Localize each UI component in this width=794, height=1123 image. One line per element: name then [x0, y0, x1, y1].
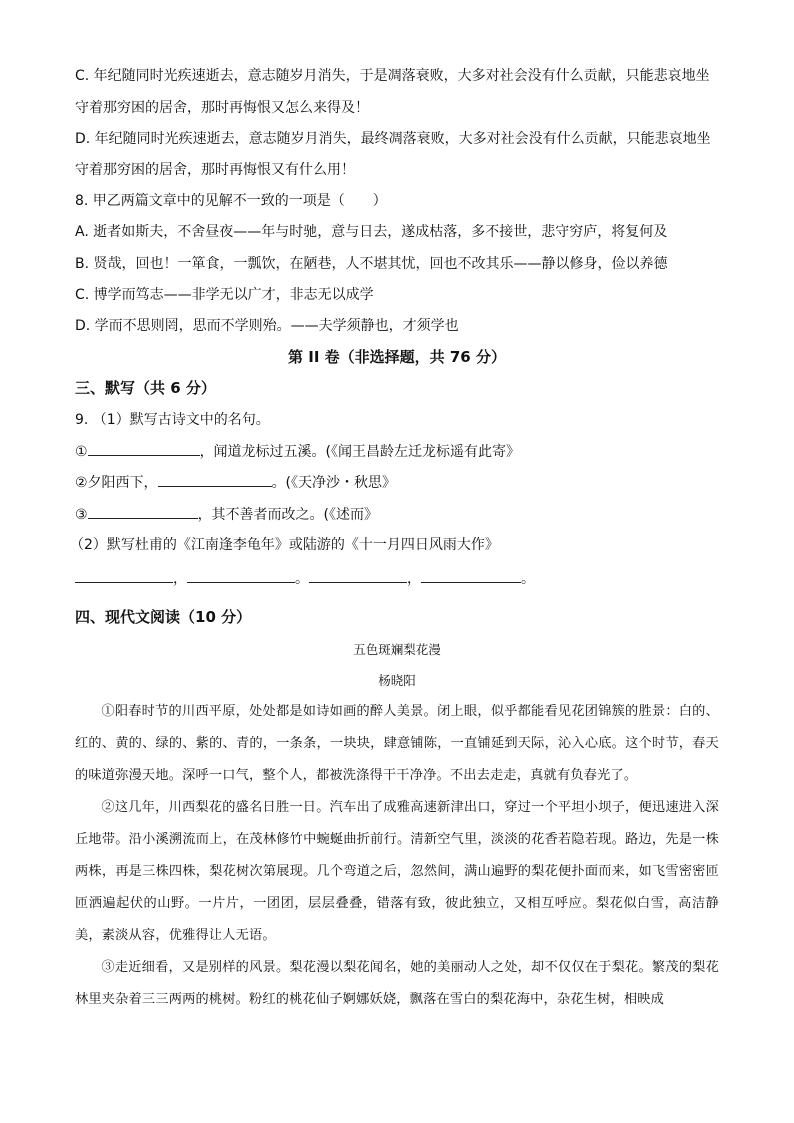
- option-c-q7-line1: C. 年纪随同时光疾速逝去，意志随岁月消失，于是凋落衰败，大多对社会没有什么贡献，只能悲哀地坐: [75, 68, 710, 84]
- article-author: 杨晓阳: [378, 673, 416, 688]
- fill-item-3-prefix: ③: [75, 507, 88, 523]
- article-title: 五色斑斓梨花漫: [353, 642, 441, 657]
- question-8-option-c: C. 博学而笃志——非学无以广才，非志无以成学: [75, 287, 374, 303]
- fill-item-1-suffix: ，闻道龙标过五溪。(《闻王昌龄左迁龙标遥有此寄》: [199, 444, 521, 460]
- section-4-heading: 四、现代文阅读（10 分）: [75, 608, 252, 626]
- fill-item-2: [75, 472, 396, 493]
- article-body: [75, 696, 719, 1016]
- option-d-q7-line1: D. 年纪随同时光疾速逝去，意志随岁月消失，最终凋落衰败，大多对社会没有什么贡献，只能悲哀地坐: [75, 131, 711, 147]
- question-8-stem: 8. 甲乙两篇文章中的见解不一致的一项是（ ）: [75, 193, 387, 209]
- question-9-stem: 9. （1）默写古诗文中的名句。: [75, 412, 270, 428]
- question-9-part-2: （2）默写杜甫的《江南逢李龟年》或陆游的《十一月四日风雨大作》: [70, 537, 499, 553]
- fill-item-2-suffix: 。(《天净沙・秋思》: [271, 475, 397, 491]
- answer-blank-1[interactable]: [88, 441, 200, 456]
- fill-item-2-prefix: ②夕阳西下，: [75, 475, 158, 491]
- separator-period-1: 。: [295, 571, 309, 587]
- fill-item-3: [75, 504, 378, 525]
- article-paragraph-2: ②这几年，川西梨花的盛名日胜一日。汽车出了成雅高速新津出口，穿过一个平坦小坝子，便迅速进入深丘地带。沿小溪溯流而上，在茂林修竹中蜿蜒曲折前行。清新空气里，淡淡的花香若隐若现。路边，先是一株两株，再是三株四株，梨花树次第展现。几个弯道之后，忽然间，满山遍野的梨花便扑面而来，如飞雪密密匝匝洒遍起伏的山野。一片片，一团团，层层叠叠，错落有致，彼此独立，又相互呼应。梨花似白雪，高洁静美，素淡从容，优雅得让人无语。: [75, 800, 719, 943]
- answer-blank-4[interactable]: [75, 568, 173, 583]
- answer-blank-2[interactable]: [158, 472, 272, 487]
- question-8-option-a: A. 逝者如斯夫，不舍昼夜——年与时驰，意与日去，遂成枯落，多不接世，悲守穷庐，将复何及: [75, 224, 668, 240]
- question-8-option-d: D. 学而不思则罔，思而不学则殆。——夫学须静也，才须学也: [75, 318, 459, 334]
- fill-line-poem: [75, 568, 535, 589]
- fill-item-3-suffix: ，其不善者而改之。(《述而》: [197, 507, 379, 523]
- section-3-heading: 三、默写（共 6 分）: [75, 379, 216, 397]
- article-paragraph-3: ③走近细看，又是别样的风景。梨花漫以梨花闻名，她的美丽动人之处，却不仅仅在于梨花。繁茂的梨花林里夹杂着三三两两的桃树。粉红的桃花仙子婀娜妖娆，飘落在雪白的梨花海中，杂花生树，相映成: [75, 960, 719, 1007]
- option-c-q7-line2: 守着那穷困的居舍，那时再悔恨又怎么来得及！: [75, 100, 369, 116]
- fill-item-1: [75, 441, 520, 462]
- answer-blank-3[interactable]: [88, 504, 198, 519]
- separator-comma-1: ，: [173, 571, 187, 587]
- separator-comma-2: ，: [407, 571, 421, 587]
- fill-item-1-prefix: ①: [75, 444, 88, 460]
- option-d-q7-line2: 守着那穷困的居舍，那时再悔恨又有什么用！: [75, 162, 355, 178]
- answer-blank-6[interactable]: [309, 568, 407, 583]
- answer-blank-7[interactable]: [421, 568, 521, 583]
- separator-period-2: 。: [521, 571, 535, 587]
- answer-blank-5[interactable]: [187, 568, 295, 583]
- part-2-title: 第 II 卷（非选择题，共 76 分）: [288, 348, 506, 366]
- question-8-option-b: B. 贤哉，回也！一箪食，一瓢饮，在陋巷，人不堪其忧，回也不改其乐——静以修身，俭以养德: [75, 256, 668, 272]
- article-paragraph-1: ①阳春时节的川西平原，处处都是如诗如画的醉人美景。闭上眼，似乎都能看见花团锦簇的胜景：白的、红的、黄的、绿的、紫的、青的，一条条，一块块，肆意铺陈，一直铺延到天际，沁入心底。这个时节，春天的味道弥漫天地。深呼一口气，整个人，都被洗涤得干干净净。不出去走走，真就有负春光了。: [75, 704, 719, 783]
